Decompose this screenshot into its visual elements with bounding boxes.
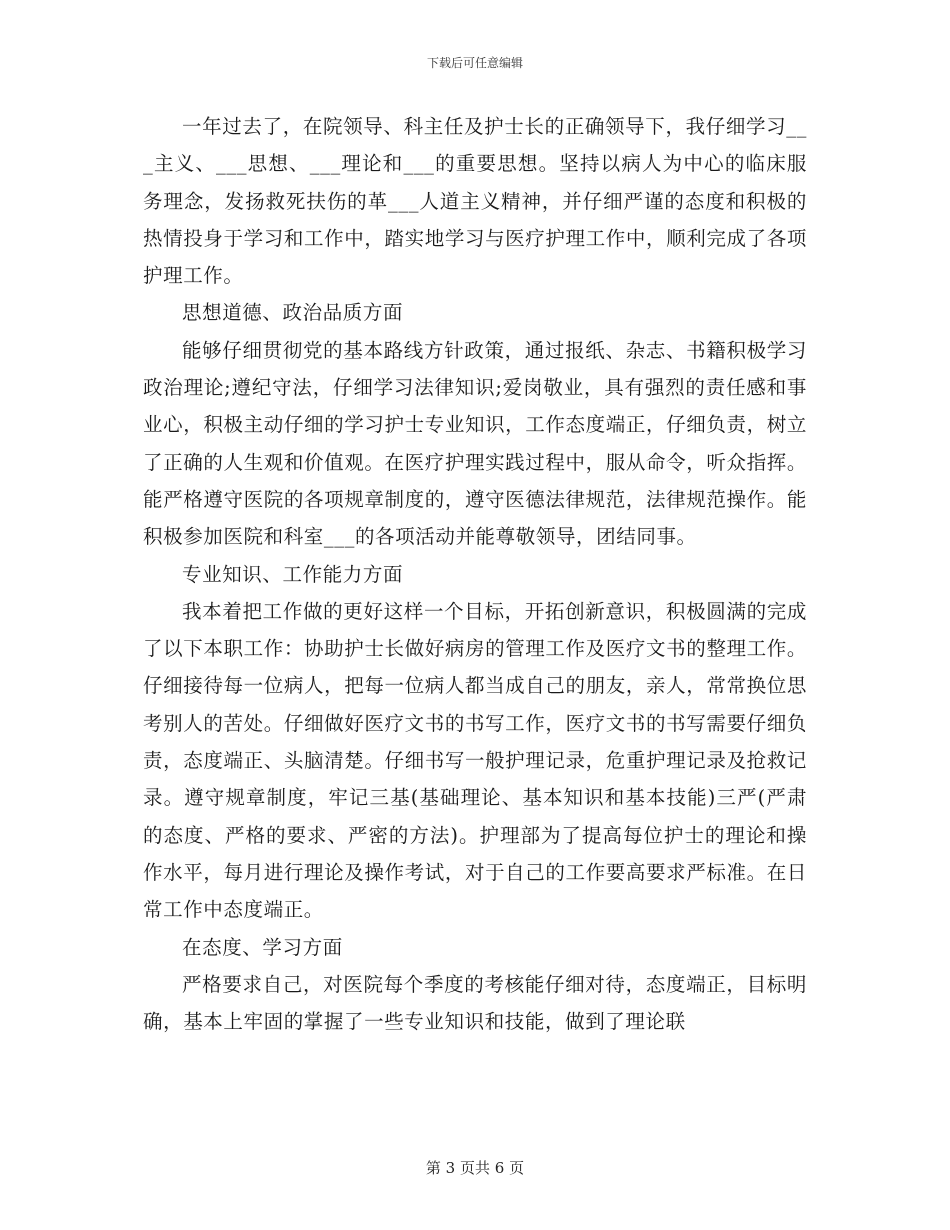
section-heading-ideology: 思想道德、政治品质方面 bbox=[182, 301, 404, 325]
page-number: 第 3 页共 6 页 bbox=[425, 1159, 525, 1177]
document-body bbox=[143, 108, 807, 1040]
paragraph-intro: 一年过去了，在院领导、科主任及护士长的正确领导下，我仔细学习___主义、___思想、___理论和___的重要思想。坚持以病人为中心的临床服务理念，发扬救死扶伤的革___人道主义精神，并仔细严谨的态度和积极的热情投身于学习和工作中，踏实地学习与医疗护理工作中，顺利完成了各项护理工作。 bbox=[143, 115, 807, 288]
paragraph-attitude: 严格要求自己，对医院每个季度的考核能仔细对待，态度端正，目标明确，基本上牢固的掌握了一些专业知识和技能，做到了理论联 bbox=[143, 972, 807, 1034]
page-header: 下载后可任意编辑 bbox=[426, 56, 523, 70]
section-heading-professional: 专业知识、工作能力方面 bbox=[182, 562, 404, 586]
section-heading-attitude: 在态度、学习方面 bbox=[182, 935, 343, 959]
paragraph-professional: 我本着把工作做的更好这样一个目标，开拓创新意识，积极圆满的完成了以下本职工作：协助护士长做好病房的管理工作及医疗文书的整理工作。仔细接待每一位病人，把每一位病人都当成自己的朋友，亲人，常常换位思考别人的苦处。仔细做好医疗文书的书写工作，医疗文书的书写需要仔细负责，态度端正、头脑清楚。仔细书写一般护理记录，危重护理记录及抢救记录。遵守规章制度，牢记三基(基础理论、基本知识和基本技能)三严(严肃的态度、严格的要求、严密的方法)。护理部为了提高每位护士的理论和操作水平，每月进行理论及操作考试，对于自己的工作要高要求严标准。在日常工作中态度端正。 bbox=[143, 599, 807, 922]
paragraph-ideology: 能够仔细贯彻党的基本路线方针政策，通过报纸、杂志、书籍积极学习政治理论;遵纪守法，仔细学习法律知识;爱岗敬业，具有强烈的责任感和事业心，积极主动仔细的学习护士专业知识，工作态度端正，仔细负责，树立了正确的人生观和价值观。在医疗护理实践过程中，服从命令，听众指挥。能严格遵守医院的各项规章制度的，遵守医德法律规范，法律规范操作。能积极参加医院和科室___的各项活动并能尊敬领导，团结同事。 bbox=[143, 338, 807, 549]
